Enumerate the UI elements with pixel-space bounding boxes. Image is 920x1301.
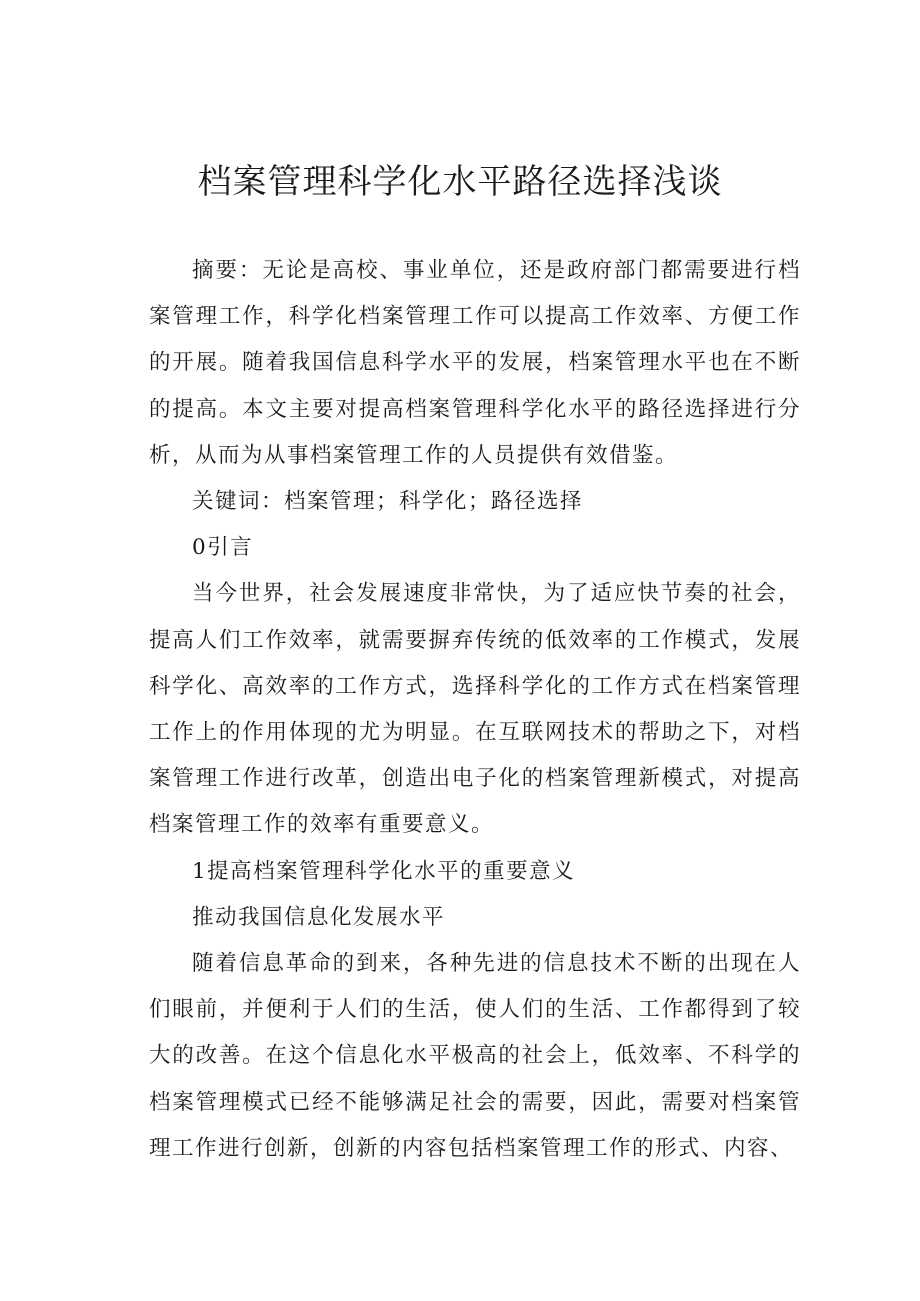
- section-heading-significance: 1提高档案管理科学化水平的重要意义: [192, 858, 576, 884]
- document-title: 档案管理科学化水平路径选择浅谈: [197, 162, 723, 202]
- informatization-paragraph: 随着信息革命的到来，各种先进的信息技术不断的出现在人们眼前，并便利于人们的生活，使人们的生活、工作都得到了较大的改善。在这个信息化水平极高的社会上，低效率、不科学的档案管理模式已经不能够满足社会的需要，因此，需要对档案管理工作进行创新，创新的内容包括档案管理工作的形式、内容、: [149, 951, 801, 1161]
- keywords-line: 关键词：档案管理；科学化；路径选择: [192, 489, 584, 515]
- abstract-paragraph: 摘要：无论是高校、事业单位，还是政府部门都需要进行档案管理工作，科学化档案管理工作可以提高工作效率、方便工作的开展。随着我国信息科学水平的发展，档案管理水平也在不断的提高。本文主要对提高档案管理科学化水平的路径选择进行分析，从而为从事档案管理工作的人员提供有效借鉴。: [149, 258, 801, 468]
- document-body: [149, 248, 801, 1172]
- section-heading-introduction: 0引言: [192, 535, 254, 561]
- introduction-paragraph: 当今世界，社会发展速度非常快，为了适应快节奏的社会，提高人们工作效率，就需要摒弃传统的低效率的工作模式，发展科学化、高效率的工作方式，选择科学化的工作方式在档案管理工作上的作用体现的尤为明显。在互联网技术的帮助之下，对档案管理工作进行改革，创造出电子化的档案管理新模式，对提高档案管理工作的效率有重要意义。: [149, 581, 801, 838]
- subsection-heading-informatization: 推动我国信息化发展水平: [192, 904, 446, 930]
